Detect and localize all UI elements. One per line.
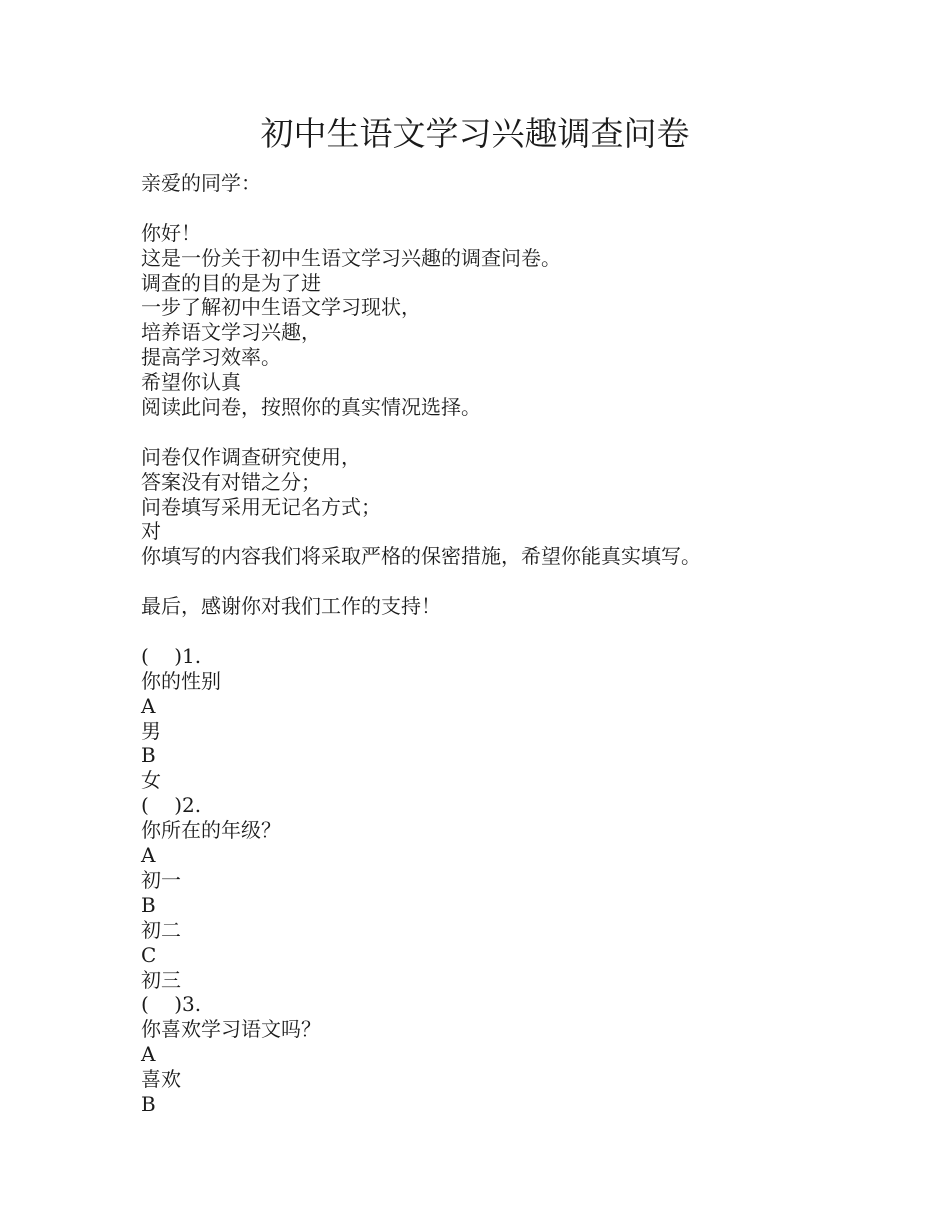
paragraph-gap bbox=[141, 420, 901, 445]
question-text: 你喜欢学习语文吗？ bbox=[141, 1017, 321, 1042]
option-label: 喜欢 bbox=[141, 1067, 181, 1092]
intro-line: 提高学习效率。 bbox=[141, 345, 281, 370]
closing-line: 最后，感谢你对我们工作的支持！ bbox=[141, 594, 441, 619]
option-label: 女 bbox=[141, 768, 161, 793]
notice-line: 你填写的内容我们将采取严格的保密措施，希望你能真实填写。 bbox=[141, 544, 701, 569]
option-letter: B bbox=[141, 1091, 156, 1116]
intro-line: 你好！ bbox=[141, 220, 201, 245]
option-letter: A bbox=[141, 843, 156, 868]
intro-line: 培养语文学习兴趣， bbox=[141, 320, 321, 345]
option-label: 初二 bbox=[141, 917, 181, 942]
option-letter: B bbox=[141, 892, 156, 917]
greeting: 亲爱的同学： bbox=[141, 171, 261, 195]
intro-line: 一步了解初中生语文学习现状， bbox=[141, 295, 421, 320]
intro-line: 这是一份关于初中生语文学习兴趣的调查问卷。 bbox=[141, 245, 561, 270]
intro-line: 阅读此问卷，按照你的真实情况选择。 bbox=[141, 395, 481, 420]
paragraph-gap bbox=[141, 196, 901, 221]
intro-line: 调查的目的是为了进 bbox=[141, 270, 321, 295]
question-number: ( )3. bbox=[141, 992, 202, 1017]
notice-line: 问卷仅作调查研究使用， bbox=[141, 444, 361, 469]
paragraph-gap bbox=[141, 569, 901, 594]
notice-line: 对 bbox=[141, 519, 161, 544]
paragraph-gap bbox=[141, 619, 901, 644]
question-number: ( )1. bbox=[141, 643, 202, 668]
option-letter: C bbox=[141, 942, 157, 967]
question-text: 你的性别 bbox=[141, 668, 221, 693]
option-letter: B bbox=[141, 743, 156, 768]
document-body bbox=[141, 171, 901, 1117]
option-label: 初一 bbox=[141, 867, 181, 892]
question-text: 你所在的年级？ bbox=[141, 818, 281, 843]
option-letter: A bbox=[141, 693, 156, 718]
option-label: 初三 bbox=[141, 967, 181, 992]
document-title: 初中生语文学习兴趣调查问卷 bbox=[260, 114, 690, 153]
intro-line: 希望你认真 bbox=[141, 370, 241, 395]
question-number: ( )2. bbox=[141, 793, 202, 818]
option-letter: A bbox=[141, 1042, 156, 1067]
notice-line: 答案没有对错之分； bbox=[141, 469, 321, 494]
option-label: 男 bbox=[141, 718, 161, 743]
notice-line: 问卷填写采用无记名方式； bbox=[141, 494, 381, 519]
